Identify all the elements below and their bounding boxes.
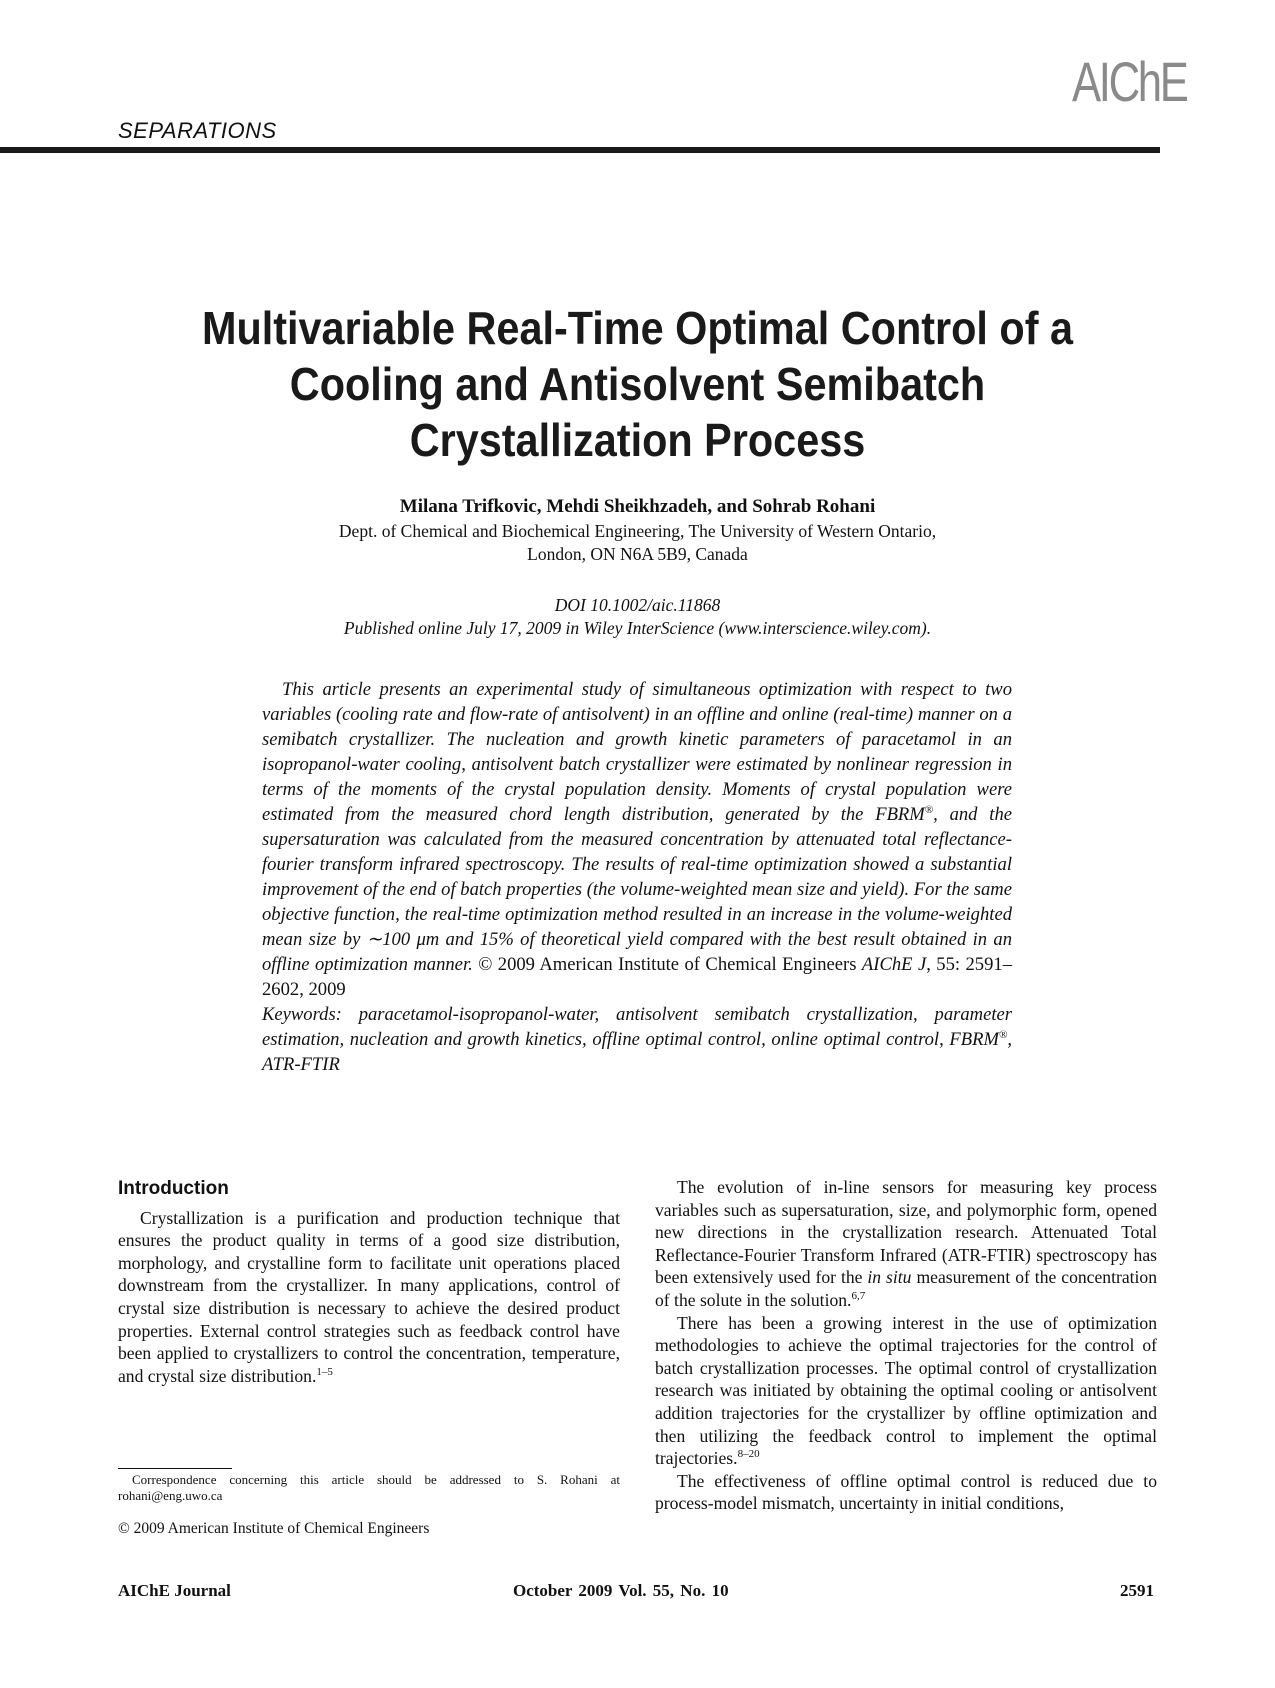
- correspondence-footnote: Correspondence concerning this article should be addressed to S. Rohani at rohani@eng.uwo.ca: [118, 1472, 620, 1503]
- abstract: [262, 677, 1012, 1077]
- right-column: [655, 1176, 1157, 1515]
- intro-paragraph-1: Crystallization is a purification and production technique that ensures the product quality in terms of a good size distribution, morphology, and crystalline form to facilitate unit operations placed downstream from the crystallizer. In many applications, control of crystal size distribution is necessary to achieve the desired product properties. External control strategies such as feedback control have been applied to crystallizers to control the concentration, temperature, and crystal size distribution.$^{1-5}$: [118, 1207, 620, 1386]
- section-label: SEPARATIONS: [118, 118, 277, 143]
- citation-ref: 8–20: [737, 1448, 760, 1461]
- header-rule: [0, 147, 1160, 153]
- section-heading-introduction: Introduction: [118, 1178, 229, 1199]
- body-paragraph-2: There has been a growing interest in the use of optimization methodologies to achieve the optimal trajectories for the control of batch crystallization processes. The optimal control of crystallization research was initiated by obtaining the optimal cooling or antisolvent addition trajectories for the crystallizer by offline optimization and then utilizing the feedback control to implement the optimal trajectories.$^{8-20}$: [655, 1312, 1157, 1469]
- footer-issue: October 2009 Vol. 55, No. 10: [513, 1581, 729, 1600]
- abstract-text: This article presents an experimental study of simultaneous optimization with respect to two variables (cooling rate and flow-rate of antisolvent) in an offline and online (real-time) manner on a semibatch crystallizer. The nucleation and growth kinetic parameters of paracetamol in an isopropanol-water cooling, antisolvent batch crystallizer were estimated by nonlinear regression in terms of the moments of the crystal population density. Moments of crystal population were estimated from the measured chord length distribution, generated by the FBRM®, and the supersaturation was calculated from the measured concentration by attenuated total reflectance-fourier transform infrared spectroscopy. The results of real-time optimization showed a substantial improvement of the end of batch properties (the volume-weighted mean size and yield). For the same objective function, the real-time optimization method resulted in an increase in the volume-weighted mean size by ∼100 μm and 15% of theoretical yield compared with the best result obtained in an offline optimization manner. © 2009 American Institute of Chemical Engineers AIChE J, 55: 2591–2602, 2009: [262, 679, 1012, 1000]
- published-online: Published online July 17, 2009 in Wiley InterScience (www.interscience.wiley.com).: [343, 618, 932, 638]
- abstract-citation: , 55: 2591–2602, 2009: [262, 954, 1012, 1000]
- citation-ref: 6,7: [851, 1290, 866, 1303]
- publication-info: [0, 594, 1275, 640]
- left-column: [118, 1178, 620, 1387]
- affiliation: [0, 520, 1275, 566]
- citation-ref: 1–5: [316, 1365, 333, 1378]
- affiliation-line-1: Dept. of Chemical and Biochemical Engineering, The University of Western Ontario,: [338, 521, 937, 541]
- aiche-logo: AIChE: [1072, 50, 1187, 113]
- journal-abbrev: AIChE J: [861, 954, 927, 975]
- footnote-rule: [118, 1468, 232, 1469]
- page-number: 2591: [1120, 1581, 1154, 1600]
- footer-journal: AIChE Journal: [118, 1581, 231, 1600]
- copyright-notice: © 2009 American Institute of Chemical Engineers: [118, 1520, 430, 1537]
- abstract-copyright: © 2009 American Institute of Chemical Engineers: [478, 954, 862, 975]
- affiliation-line-2: London, ON N6A 5B9, Canada: [527, 544, 748, 564]
- article-title: Multivariable Real-Time Optimal Control of a Cooling and Antisolvent Semibatch Crystallization Process: [201, 302, 1074, 466]
- doi: DOI 10.1002/aic.11868: [554, 595, 721, 615]
- body-paragraph-1: The evolution of in-line sensors for measuring key process variables such as supersaturation, size, and polymorphic form, opened new directions in the crystallization research. Attenuated Total Reflectance-Fourier Transform Infrared (ATR-FTIR) spectroscopy has been extensively used for the in situ measurement of the concentration of the solute in the solution.$^{6,7}$: [655, 1177, 1158, 1310]
- author-list: Milana Trifkovic, Mehdi Sheikhzadeh, and Sohrab Rohani: [399, 496, 876, 517]
- body-paragraph-3: The effectiveness of offline optimal control is reduced due to process-model mismatch, uncertainty in initial conditions,: [655, 1470, 1157, 1514]
- keywords: Keywords: paracetamol-isopropanol-water, antisolvent semibatch crystallization, parameter estimation, nucleation and growth kinetics, offline optimal control, online optimal control, FBRM®, ATR-FTIR: [262, 1004, 1012, 1075]
